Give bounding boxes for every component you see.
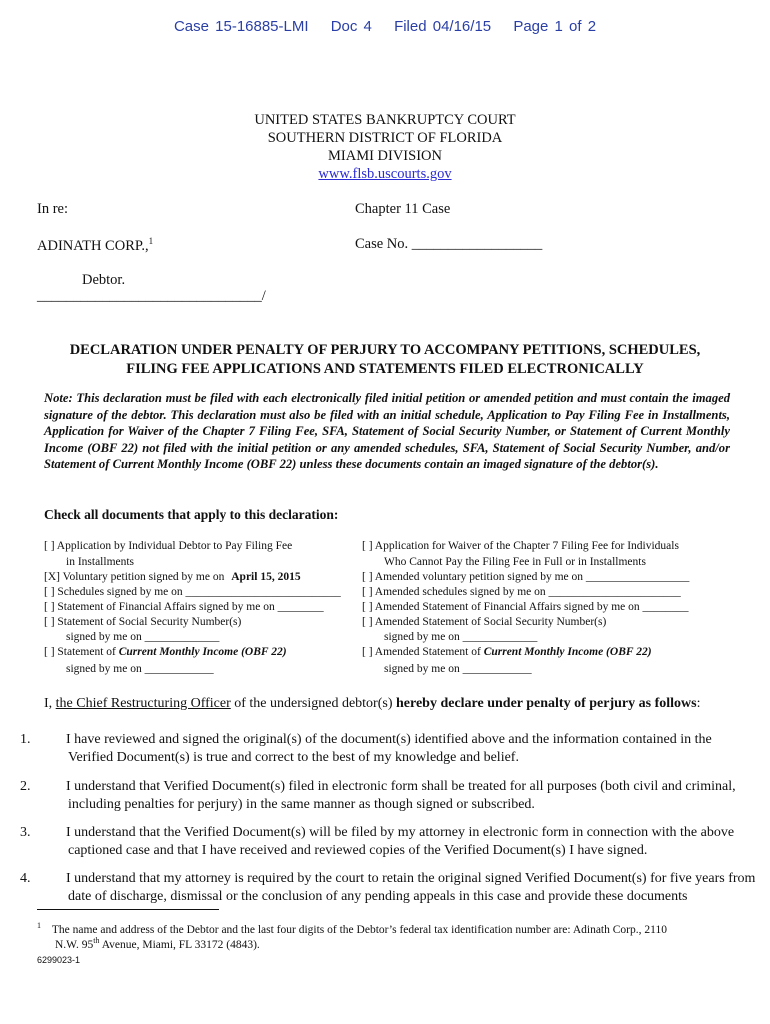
- document-title-line2: FILING FEE APPLICATIONS AND STATEMENTS FILED ELECTRONICALLY: [126, 361, 644, 377]
- declaration-paragraph-1: [20, 731, 756, 766]
- paragraph-text: I understand that my attorney is required by the court to retain the original signed Verified Document(s) for five years from date of discharge, dismissal or the conclusion of any pending appeals in this case and provide these documents: [66, 871, 756, 904]
- paragraph-number: 3.: [20, 825, 31, 840]
- declarant-title: the Chief Restructuring Officer: [55, 696, 231, 711]
- check-item-installments-cont: in Installments: [66, 556, 135, 568]
- in-re-label: In re:: [37, 201, 68, 217]
- debtor-label: Debtor.: [82, 272, 126, 288]
- case-number: Case 15-16885-LMI: [173, 18, 309, 35]
- check-item-amended-cmi-signed: signed by me on ____________: [384, 663, 532, 675]
- filed-date: Filed 04/16/15: [394, 18, 492, 35]
- footnote-sup: th: [93, 936, 100, 945]
- check-heading: Check all documents that apply to this declaration:: [44, 507, 339, 522]
- declare-mid: of the undersigned debtor(s): [234, 696, 393, 711]
- paragraph-number: 1.: [20, 732, 31, 747]
- document-title-line1: DECLARATION UNDER PENALTY OF PERJURY TO ACCOMPANY PETITIONS, SCHEDULES,: [69, 342, 701, 358]
- footnote-mark: 1: [37, 921, 41, 930]
- footnote-line2: [55, 933, 260, 953]
- voluntary-petition-date: April 15, 2015: [231, 571, 301, 583]
- paragraph-text: I understand that Verified Document(s) filed in electronic form shall be treated for all purposes (both civil and criminal, including penalties for perjury) in the same manner as though signed or subscribed.: [66, 779, 736, 812]
- declaration-paragraph-4: [20, 870, 756, 905]
- court-division: MIAMI DIVISION: [328, 148, 442, 164]
- doc-number: Doc 4: [330, 18, 372, 35]
- paragraph-text: I understand that the Verified Document(s) will be filed by my attorney in electronic form in connection with the above captioned case and that I have received and reviewed copies of the Verified Document(s) I have signed.: [66, 825, 735, 858]
- debtor-name: [37, 236, 153, 255]
- paragraph-number: 2.: [20, 779, 31, 794]
- court-url-wrap: [0, 165, 770, 183]
- check-item-sofa[interactable]: [ ] Statement of Financial Affairs signed by me on ________: [44, 601, 324, 613]
- footnote-text-line2a: N.W. 95: [55, 938, 94, 951]
- check-item-ssn[interactable]: [ ] Statement of Social Security Number(s): [44, 616, 242, 628]
- footnote-divider: [37, 909, 219, 910]
- footnote-marker: 1: [148, 236, 154, 246]
- amended-cmi-label: [ ] Amended Statement of: [362, 646, 481, 658]
- voluntary-petition-label: [X] Voluntary petition signed by me on: [44, 571, 225, 583]
- court-district: SOUTHERN DISTRICT OF FLORIDA: [267, 130, 503, 146]
- declare-end: :: [696, 696, 701, 711]
- check-item-amended-schedules[interactable]: [ ] Amended schedules signed by me on _______________________: [362, 586, 681, 598]
- check-item-amended-cmi[interactable]: [362, 646, 652, 658]
- check-item-amended-sofa[interactable]: [ ] Amended Statement of Financial Affairs signed by me on ________: [362, 601, 689, 613]
- check-item-cmi[interactable]: [44, 646, 287, 658]
- check-item-fee-waiver[interactable]: [ ] Application for Waiver of the Chapter 7 Filing Fee for Individuals: [362, 540, 679, 552]
- footnote-text-line2b: Avenue, Miami, FL 33172 (4843).: [99, 938, 260, 951]
- chapter-label: Chapter 11 Case: [355, 201, 451, 217]
- check-item-amended-ssn-signed: signed by me on _____________: [384, 631, 538, 643]
- check-item-ssn-signed: signed by me on _____________: [66, 631, 220, 643]
- paragraph-number: 4.: [20, 871, 31, 886]
- cmi-label: [ ] Statement of: [44, 646, 116, 658]
- footnote-text-line1: The name and address of the Debtor and the last four digits of the Debtor’s federal tax identification number are: Adinath Corp., 2110: [51, 923, 667, 936]
- document-id: 6299023-1: [37, 955, 81, 965]
- paragraph-text: I have reviewed and signed the original(s) of the document(s) identified above and the information contained in the Verified Document(s) is true and correct to the best of my knowledge and belief.: [66, 732, 712, 765]
- court-url-link[interactable]: www.flsb.uscourts.gov: [318, 166, 452, 182]
- declare-bold: hereby declare under penalty of perjury as follows: [395, 696, 697, 711]
- filing-note: Note: This declaration must be filed with each electronically filed initial petition or amended petition and must contain the imaged signature of the debtor. This declaration must also be filed with an initial schedule, Application to Pay Filing Fee in Installments, Application for Waiver of the Chapter 7 Filing Fee, SFA, Statement of Social Security Number, or Statement of Current Monthly Income (OBF 22) not filed with the initial petition or any amended schedules, SFA, Statement of Social Security Number, and/or Statement of Current Monthly Income (OBF 22) unless these documents contain an imaged signature of the debtor(s).: [44, 391, 730, 472]
- declaration-statement: [44, 696, 700, 712]
- declaration-paragraph-2: [20, 778, 756, 813]
- case-number-field: Case No. __________________: [355, 236, 543, 252]
- check-item-voluntary-petition[interactable]: [44, 571, 301, 583]
- page-number: Page 1 of 2: [513, 18, 597, 35]
- amended-cmi-label-bold: Current Monthly Income (OBF 22): [483, 646, 652, 658]
- caption-line: _______________________________/: [37, 288, 266, 304]
- check-item-cmi-signed: signed by me on ____________: [66, 663, 214, 675]
- check-item-schedules[interactable]: [ ] Schedules signed by me on ___________________________: [44, 586, 341, 598]
- debtor-name-text: ADINATH CORP.,: [37, 237, 149, 254]
- check-item-fee-waiver-cont: Who Cannot Pay the Filing Fee in Full or in Installments: [384, 556, 646, 568]
- check-item-amended-ssn[interactable]: [ ] Amended Statement of Social Security Number(s): [362, 616, 607, 628]
- filing-header: [0, 18, 770, 35]
- check-item-amended-petition[interactable]: [ ] Amended voluntary petition signed by me on __________________: [362, 571, 690, 583]
- declaration-paragraph-3: [20, 824, 756, 859]
- cmi-label-bold: Current Monthly Income (OBF 22): [118, 646, 287, 658]
- check-item-installments[interactable]: [ ] Application by Individual Debtor to Pay Filing Fee: [44, 540, 293, 552]
- declare-pre: I,: [44, 696, 53, 711]
- court-name: UNITED STATES BANKRUPTCY COURT: [254, 112, 516, 128]
